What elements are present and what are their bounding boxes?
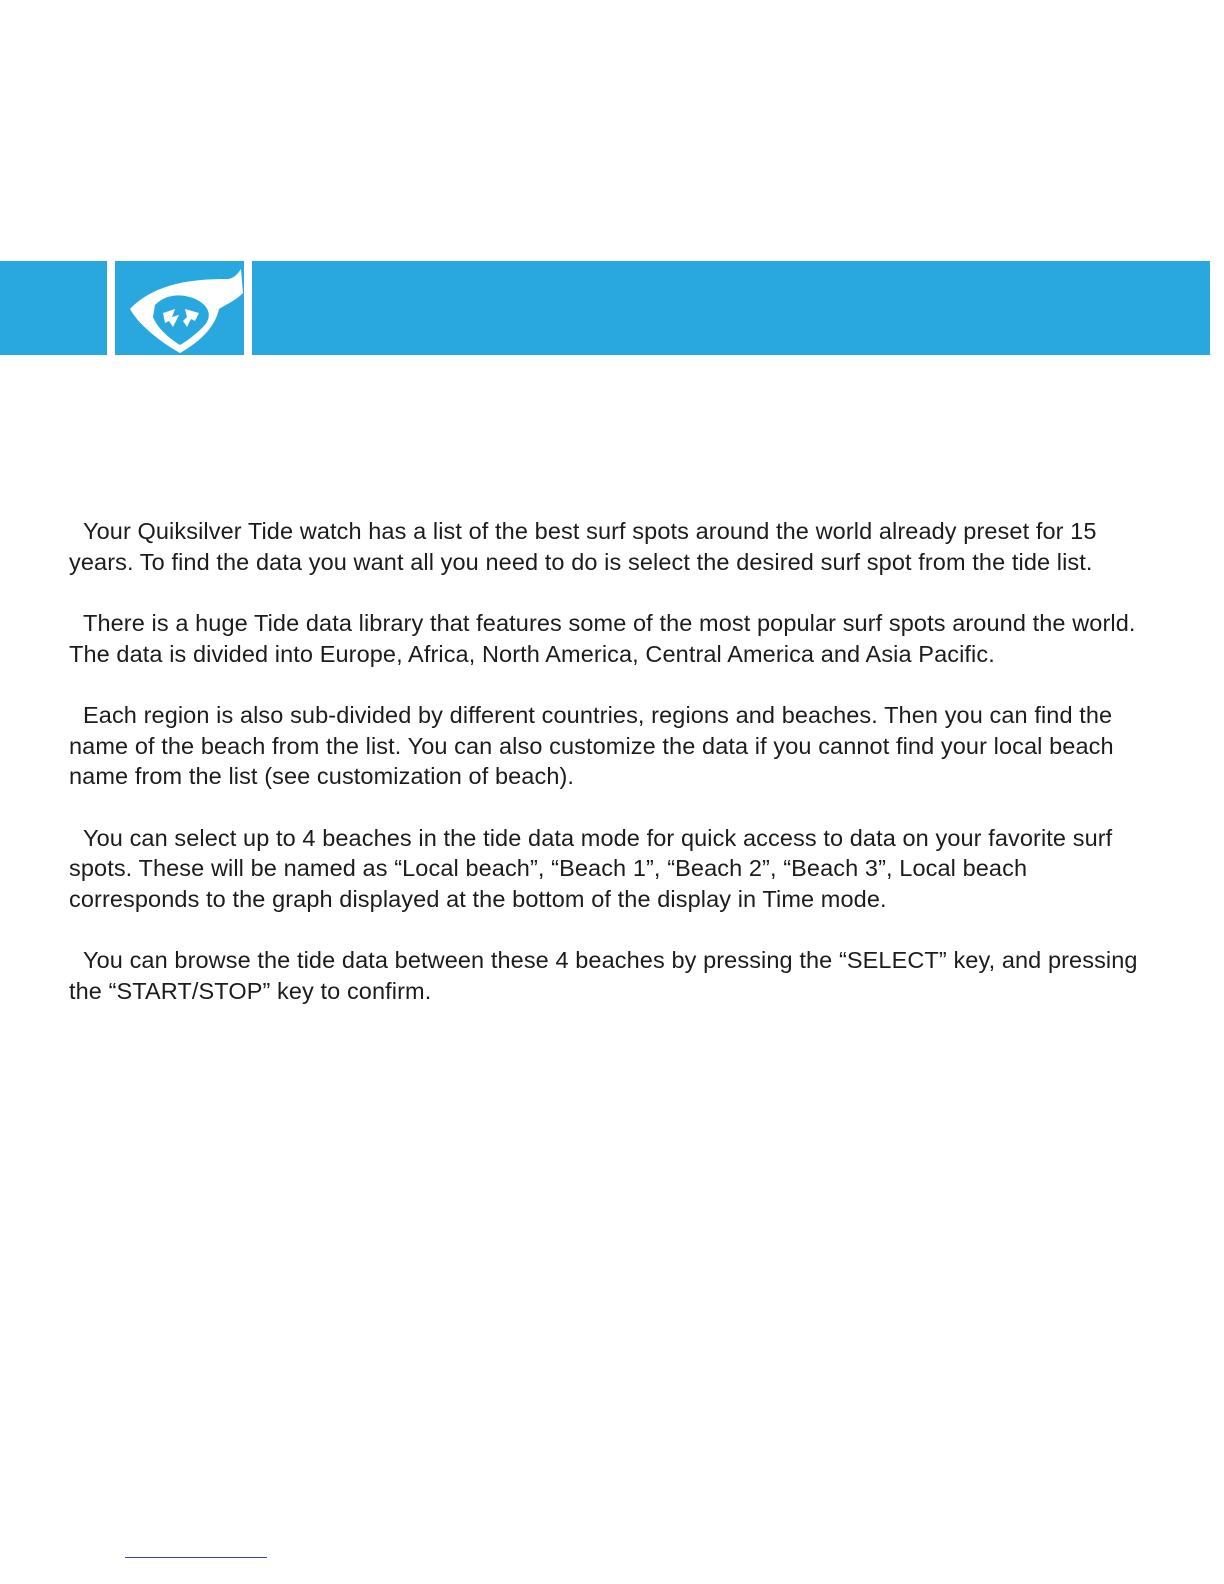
footer-rule bbox=[125, 1557, 267, 1558]
paragraph-browse-beaches: You can browse the tide data between these 4 beaches by pressing the “SELECT” key, and pressing the “START/STOP” key to confirm. bbox=[69, 947, 1138, 1004]
paragraph-tide-library: There is a huge Tide data library that features some of the most popular surf spots around the world. The data is divided into Europe, Africa, North America, Central America and Asia Pacific. bbox=[69, 610, 1136, 667]
paragraph-regions: Each region is also sub-divided by different countries, regions and beaches. Then you can find the name of the beach from the list. You can also customize the data if you cannot find your local beach name from the list (see customization of beach). bbox=[69, 702, 1114, 789]
header-band-right bbox=[252, 261, 1210, 355]
paragraph-select-beaches: You can select up to 4 beaches in the tide data mode for quick access to data on your favorite surf spots. These will be named as “Local beach”, “Beach 1”, “Beach 2”, “Beach 3”, Local beach corresponds to the graph displayed at the bottom of the display in Time mode. bbox=[69, 824, 1113, 912]
body-text bbox=[69, 516, 1159, 1037]
header-logo-block bbox=[115, 261, 244, 355]
roxy-heart-logo-icon bbox=[115, 261, 244, 355]
header-band-left bbox=[0, 261, 107, 355]
paragraph-preset-surf-spots: Your Quiksilver Tide watch has a list of the best surf spots around the world already preset for 15 years. To find the data you want all you need to do is select the desired surf spot from the tide list. bbox=[69, 518, 1097, 575]
